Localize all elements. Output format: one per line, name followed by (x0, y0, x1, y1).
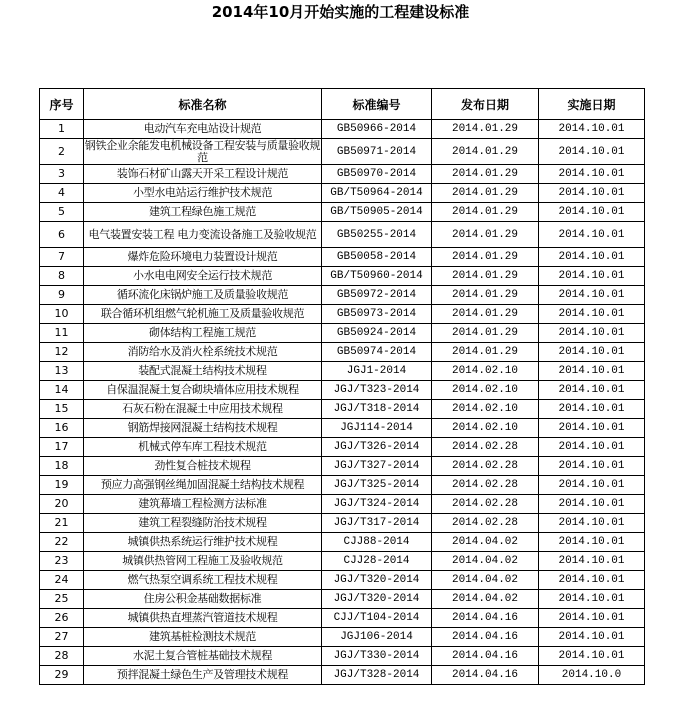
publish-date: 2014.04.02 (432, 590, 539, 609)
standard-code: GB/T50964-2014 (322, 184, 432, 203)
table-row (40, 628, 645, 647)
table-row (40, 184, 645, 203)
standard-name: 爆炸危险环境电力装置设计规范 (84, 248, 322, 267)
publish-date: 2014.02.10 (432, 419, 539, 438)
standard-name: 装饰石材矿山露天开采工程设计规范 (84, 165, 322, 184)
implement-date: 2014.10.01 (539, 203, 645, 222)
standard-code: JGJ/T327-2014 (322, 457, 432, 476)
implement-date: 2014.10.01 (539, 438, 645, 457)
standard-code: GB50058-2014 (322, 248, 432, 267)
standard-code: GB50924-2014 (322, 324, 432, 343)
table-row (40, 120, 645, 139)
standard-code: GB/T50905-2014 (322, 203, 432, 222)
row-number: 23 (40, 552, 84, 571)
publish-date: 2014.04.16 (432, 666, 539, 685)
table-row (40, 381, 645, 400)
row-number: 3 (40, 165, 84, 184)
standard-name: 预拌混凝土绿色生产及管理技术规程 (84, 666, 322, 685)
publish-date: 2014.04.02 (432, 571, 539, 590)
implement-date: 2014.10.01 (539, 628, 645, 647)
standard-name: 城镇供热直埋蒸汽管道技术规程 (84, 609, 322, 628)
publish-date: 2014.04.16 (432, 609, 539, 628)
standard-code: JGJ/T318-2014 (322, 400, 432, 419)
publish-date: 2014.01.29 (432, 324, 539, 343)
row-number: 25 (40, 590, 84, 609)
implement-date: 2014.10.01 (539, 165, 645, 184)
standard-name: 预应力高强钢丝绳加固混凝土结构技术规程 (84, 476, 322, 495)
publish-date: 2014.01.29 (432, 203, 539, 222)
implement-date: 2014.10.01 (539, 286, 645, 305)
standard-code: GB50966-2014 (322, 120, 432, 139)
publish-date: 2014.01.29 (432, 248, 539, 267)
standard-code: CJJ28-2014 (322, 552, 432, 571)
publish-date: 2014.04.02 (432, 552, 539, 571)
standard-code: JGJ/T323-2014 (322, 381, 432, 400)
row-number: 13 (40, 362, 84, 381)
table-header-row (40, 89, 645, 120)
table-row (40, 571, 645, 590)
publish-date: 2014.02.28 (432, 514, 539, 533)
row-number: 29 (40, 666, 84, 685)
standard-name: 小水电电网安全运行技术规范 (84, 267, 322, 286)
standard-name: 钢筋焊接网混凝土结构技术规程 (84, 419, 322, 438)
table-row (40, 552, 645, 571)
standard-code: JGJ/T320-2014 (322, 590, 432, 609)
table-body (40, 120, 645, 685)
standard-name: 建筑幕墙工程检测方法标准 (84, 495, 322, 514)
header-name: 标准名称 (84, 89, 322, 120)
table-row (40, 647, 645, 666)
standard-name: 石灰石粉在混凝土中应用技术规程 (84, 400, 322, 419)
publish-date: 2014.02.28 (432, 476, 539, 495)
standard-code: CJJ/T104-2014 (322, 609, 432, 628)
row-number: 20 (40, 495, 84, 514)
standard-name: 建筑基桩检测技术规范 (84, 628, 322, 647)
table-row (40, 438, 645, 457)
table-row (40, 286, 645, 305)
implement-date: 2014.10.01 (539, 647, 645, 666)
standard-name: 城镇供热系统运行维护技术规程 (84, 533, 322, 552)
publish-date: 2014.04.16 (432, 647, 539, 666)
row-number: 6 (40, 222, 84, 248)
standard-name: 消防给水及消火栓系统技术规范 (84, 343, 322, 362)
implement-date: 2014.10.01 (539, 495, 645, 514)
table-row (40, 203, 645, 222)
table-row (40, 666, 645, 685)
standard-code: CJJ88-2014 (322, 533, 432, 552)
standard-code: GB50970-2014 (322, 165, 432, 184)
table-row (40, 324, 645, 343)
publish-date: 2014.01.29 (432, 343, 539, 362)
publish-date: 2014.01.29 (432, 120, 539, 139)
standard-code: GB50971-2014 (322, 139, 432, 165)
row-number: 21 (40, 514, 84, 533)
standard-name: 水泥土复合管桩基础技术规程 (84, 647, 322, 666)
header-implement-date: 实施日期 (539, 89, 645, 120)
row-number: 4 (40, 184, 84, 203)
publish-date: 2014.02.28 (432, 438, 539, 457)
publish-date: 2014.02.10 (432, 400, 539, 419)
row-number: 11 (40, 324, 84, 343)
publish-date: 2014.04.16 (432, 628, 539, 647)
standard-name: 城镇供热管网工程施工及验收规范 (84, 552, 322, 571)
standard-code: JGJ/T330-2014 (322, 647, 432, 666)
standard-name: 电气装置安装工程 电力变流设备施工及验收规范 (84, 222, 322, 248)
standard-code: GB50255-2014 (322, 222, 432, 248)
table-row (40, 476, 645, 495)
implement-date: 2014.10.01 (539, 139, 645, 165)
row-number: 16 (40, 419, 84, 438)
row-number: 10 (40, 305, 84, 324)
publish-date: 2014.01.29 (432, 305, 539, 324)
table-row (40, 533, 645, 552)
standard-code: GB50973-2014 (322, 305, 432, 324)
table-row (40, 139, 645, 165)
header-publish-date: 发布日期 (432, 89, 539, 120)
standard-code: GB50974-2014 (322, 343, 432, 362)
row-number: 27 (40, 628, 84, 647)
standard-code: JGJ/T324-2014 (322, 495, 432, 514)
standard-code: GB/T50960-2014 (322, 267, 432, 286)
standard-name: 劲性复合桩技术规程 (84, 457, 322, 476)
standard-code: JGJ/T325-2014 (322, 476, 432, 495)
table-row (40, 590, 645, 609)
table-row (40, 165, 645, 184)
standard-name: 联合循环机组燃气轮机施工及质量验收规范 (84, 305, 322, 324)
table-row (40, 609, 645, 628)
publish-date: 2014.01.29 (432, 222, 539, 248)
publish-date: 2014.02.28 (432, 457, 539, 476)
row-number: 22 (40, 533, 84, 552)
implement-date: 2014.10.01 (539, 362, 645, 381)
header-no: 序号 (40, 89, 84, 120)
implement-date: 2014.10.01 (539, 419, 645, 438)
standards-table (39, 88, 645, 685)
implement-date: 2014.10.01 (539, 476, 645, 495)
implement-date: 2014.10.0 (539, 666, 645, 685)
standard-name: 循环流化床锅炉施工及质量验收规范 (84, 286, 322, 305)
standard-code: JGJ/T317-2014 (322, 514, 432, 533)
publish-date: 2014.01.29 (432, 165, 539, 184)
table-row (40, 267, 645, 286)
table-row (40, 222, 645, 248)
publish-date: 2014.01.29 (432, 286, 539, 305)
implement-date: 2014.10.01 (539, 533, 645, 552)
standard-code: GB50972-2014 (322, 286, 432, 305)
implement-date: 2014.10.01 (539, 571, 645, 590)
implement-date: 2014.10.01 (539, 457, 645, 476)
standard-name: 机械式停车库工程技术规范 (84, 438, 322, 457)
table-row (40, 457, 645, 476)
row-number: 28 (40, 647, 84, 666)
standard-code: JGJ/T320-2014 (322, 571, 432, 590)
implement-date: 2014.10.01 (539, 120, 645, 139)
row-number: 17 (40, 438, 84, 457)
implement-date: 2014.10.01 (539, 609, 645, 628)
implement-date: 2014.10.01 (539, 381, 645, 400)
publish-date: 2014.04.02 (432, 533, 539, 552)
implement-date: 2014.10.01 (539, 552, 645, 571)
standard-name: 住房公积金基础数据标准 (84, 590, 322, 609)
standard-name: 电动汽车充电站设计规范 (84, 120, 322, 139)
publish-date: 2014.02.28 (432, 495, 539, 514)
implement-date: 2014.10.01 (539, 324, 645, 343)
standard-code: JGJ1-2014 (322, 362, 432, 381)
table-row (40, 248, 645, 267)
publish-date: 2014.02.10 (432, 362, 539, 381)
page-title: 2014年10月开始实施的工程建设标准 (211, 3, 470, 21)
row-number: 2 (40, 139, 84, 165)
standard-name: 自保温混凝土复合砌块墙体应用技术规程 (84, 381, 322, 400)
row-number: 26 (40, 609, 84, 628)
standard-code: JGJ106-2014 (322, 628, 432, 647)
standard-name: 建筑工程裂缝防治技术规程 (84, 514, 322, 533)
publish-date: 2014.01.29 (432, 184, 539, 203)
standard-name: 砌体结构工程施工规范 (84, 324, 322, 343)
row-number: 15 (40, 400, 84, 419)
standard-name: 燃气热泵空调系统工程技术规程 (84, 571, 322, 590)
standard-code: JGJ/T328-2014 (322, 666, 432, 685)
implement-date: 2014.10.01 (539, 514, 645, 533)
header-code: 标准编号 (322, 89, 432, 120)
table-row (40, 400, 645, 419)
implement-date: 2014.10.01 (539, 267, 645, 286)
implement-date: 2014.10.01 (539, 400, 645, 419)
table-row (40, 495, 645, 514)
standard-code: JGJ114-2014 (322, 419, 432, 438)
table-row (40, 362, 645, 381)
table-row (40, 419, 645, 438)
row-number: 12 (40, 343, 84, 362)
implement-date: 2014.10.01 (539, 343, 645, 362)
row-number: 1 (40, 120, 84, 139)
table-row (40, 343, 645, 362)
implement-date: 2014.10.01 (539, 590, 645, 609)
row-number: 19 (40, 476, 84, 495)
standard-name: 建筑工程绿色施工规范 (84, 203, 322, 222)
row-number: 24 (40, 571, 84, 590)
publish-date: 2014.01.29 (432, 139, 539, 165)
standard-name: 装配式混凝土结构技术规程 (84, 362, 322, 381)
publish-date: 2014.01.29 (432, 267, 539, 286)
row-number: 18 (40, 457, 84, 476)
row-number: 7 (40, 248, 84, 267)
table-row (40, 305, 645, 324)
implement-date: 2014.10.01 (539, 305, 645, 324)
standard-code: JGJ/T326-2014 (322, 438, 432, 457)
row-number: 5 (40, 203, 84, 222)
publish-date: 2014.02.10 (432, 381, 539, 400)
row-number: 8 (40, 267, 84, 286)
standard-name: 钢铁企业余能发电机械设备工程安装与质量验收规范 (84, 138, 321, 164)
implement-date: 2014.10.01 (539, 248, 645, 267)
implement-date: 2014.10.01 (539, 184, 645, 203)
row-number: 14 (40, 381, 84, 400)
standard-name: 小型水电站运行维护技术规范 (84, 184, 322, 203)
table-row (40, 514, 645, 533)
implement-date: 2014.10.01 (539, 222, 645, 248)
row-number: 9 (40, 286, 84, 305)
